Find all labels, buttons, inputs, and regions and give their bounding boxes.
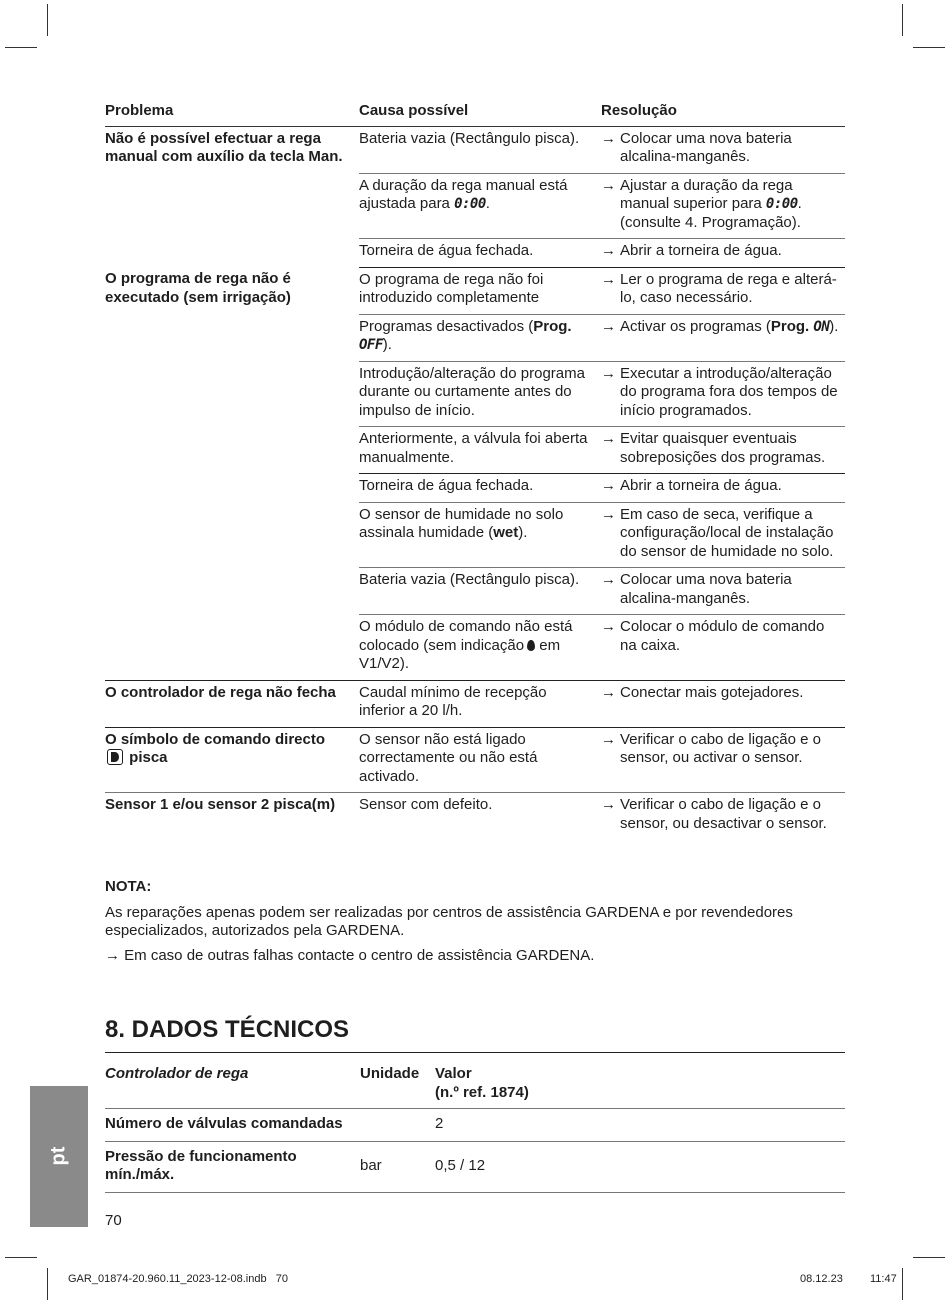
resolution-text: Em caso de seca, verifique a configuração/local de instalação do sensor de humidade no solo. [620,505,834,560]
spec-label: Número de válvulas comandadas [105,1109,360,1142]
arrow-icon: → [601,618,616,635]
page-number: 70 [105,1212,122,1229]
cause-text: . [485,195,490,212]
spec-value: 2 [435,1109,845,1142]
arrow-icon: → [601,505,616,523]
problem-text: O símbolo de comando directo [105,730,326,748]
section-heading: 8. DADOS TÉCNICOS [105,1016,350,1043]
arrow-icon: → [601,430,616,447]
spec-unit: bar [360,1141,435,1192]
arrow-icon: → [601,270,616,288]
resolution-text: Ler o programa de rega e alterá-lo, caso necessário. [620,270,837,306]
note-title: NOTA: [105,878,152,895]
troubleshooting-table [105,100,845,839]
resolution-cell [601,793,845,840]
header-unit: Unidade [360,1053,435,1109]
table-row [105,267,845,314]
note-arrow-text: Em caso de outras falhas contacte o centro de assistência GARDENA. [124,946,595,964]
arrow-icon: → [601,364,616,382]
resolution-text: Executar a introdução/alteração do programa fora dos tempos de início programados. [620,364,838,419]
note-text: As reparações apenas podem ser realizadas por centros de assistência GARDENA e por revendedores especializados, autorizados pela GARDENA. [105,903,793,939]
cause-cell: Bateria vazia (Rectângulo pisca). [359,126,601,173]
note-arrow-line [105,947,845,966]
cause-text: em V1/V2). [359,636,561,672]
header-value [435,1053,845,1109]
spec-label: Pressão de funcionamento mín./máx. [105,1141,360,1192]
table-header-row [105,1053,845,1109]
cause-cell: O programa de rega não foi introduzido completamente [359,267,601,314]
table-row [105,680,845,727]
resolution-cell [601,568,845,615]
arrow-icon: → [601,477,616,494]
cause-cell [359,502,601,568]
problem-cell: O programa de rega não é executado (sem irrigação) [105,267,359,680]
arrow-icon: → [601,683,616,701]
resolution-cell [601,267,845,314]
crop-mark [5,47,37,48]
resolution-cell [601,427,845,474]
problem-cell: O controlador de rega não fecha [105,680,359,727]
resolution-text-part: Activar os programas ( [620,317,771,335]
arrow-icon: → [601,242,616,259]
resolution-text: Verificar o cabo de ligação e o sensor, ou desactivar o sensor. [620,796,827,832]
resolution-text: Abrir a torneira de água. [620,242,782,259]
resolution-cell [601,126,845,173]
resolution-text: Colocar uma nova bateria alcalina-manganês. [620,129,792,165]
cause-text: A duração da rega manual está ajustada para [359,176,568,212]
resolution-text: Evitar quaisquer eventuais sobreposições dos programas. [620,430,826,466]
resolution-cell [601,239,845,268]
footer-file-info: GAR_01874-20.960.11_2023-12-08.indb 70 [68,1273,288,1285]
cause-bold-text: wet [493,524,519,541]
resolution-text: Colocar o módulo de comando na caixa. [620,618,825,654]
resolution-bold-text: Prog. [770,317,810,335]
resolution-text-part: . (consulte 4. Programação). [620,195,802,231]
header-value-line1: Valor [435,1065,472,1082]
cause-cell: Sensor com defeito. [359,796,493,813]
cause-cell: Torneira de água fechada. [359,474,601,503]
cause-text: Programas desactivados ( [359,317,534,335]
header-cause: Causa possível [359,100,601,126]
resolution-text: Verificar o cabo de ligação e o sensor, ou activar o sensor. [620,730,821,766]
lcd-display-value: OFF [359,337,383,353]
table-header-row [105,100,845,126]
resolution-text: Abrir a torneira de água. [620,477,782,494]
resolution-text: Conectar mais gotejadores. [620,683,804,701]
footer-date-time: 08.12.23 11:47 [800,1273,897,1285]
cause-bold-text: Prog. [533,317,572,335]
cause-cell: Torneira de água fechada. [359,239,601,268]
crop-mark [913,1257,945,1258]
header-value-line2: (n.º ref. 1874) [435,1083,529,1101]
problem-text: pisca [125,749,168,766]
cause-text: ). [382,336,392,353]
crop-mark [902,4,903,36]
language-tab-label: pt [47,1146,70,1166]
arrow-icon: → [601,129,616,147]
cause-text: O módulo de comando não está colocado (sem indicação [359,618,573,654]
lcd-display-value: ON [813,318,830,335]
crop-mark [5,1257,37,1258]
crop-mark [902,1268,903,1300]
header-resolution: Resolução [601,100,845,126]
table-row [105,126,845,173]
cause-cell: Bateria vazia (Rectângulo pisca). [359,568,601,615]
resolution-cell [601,502,845,568]
table-row [105,793,845,840]
crop-mark [47,4,48,36]
cause-text: O sensor de humidade no solo assinala humidade ( [359,505,564,541]
cause-cell [359,615,601,681]
problem-cell: Não é possível efectuar a rega manual com auxílio da tecla Man. [105,129,343,165]
resolution-cell [601,474,845,503]
cause-cell: Anteriormente, a válvula foi aberta manualmente. [359,427,601,474]
crop-mark [47,1268,48,1300]
problem-cell [105,727,359,793]
resolution-cell [601,615,845,681]
arrow-icon: → [601,176,616,194]
resolution-cell [601,314,845,361]
header-controller: Controlador de rega [105,1053,360,1109]
resolution-cell [601,727,845,793]
cause-cell: Caudal mínimo de recepção inferior a 20 l/h. [359,680,601,727]
arrow-icon: → [601,730,616,748]
resolution-cell [601,361,845,427]
resolution-text [620,177,845,233]
lcd-display-value: 0:00 [454,196,486,212]
table-row [105,1109,845,1142]
lcd-display-value: 0:00 [765,196,798,212]
table-row [105,1141,845,1192]
header-problem: Problema [105,100,359,126]
problem-cell: Sensor 1 e/ou sensor 2 pisca(m) [105,796,336,813]
spec-value: 0,5 / 12 [435,1141,845,1192]
resolution-text: Colocar uma nova bateria alcalina-manganês. [620,571,792,607]
water-drop-icon [527,640,535,651]
arrow-icon: → [601,796,616,813]
resolution-text-part: ). [829,317,839,335]
technical-data-table [105,1052,845,1193]
arrow-icon: → [601,317,616,335]
resolution-cell [601,680,845,727]
cause-cell: O sensor não está ligado correctamente ou não está activado. [359,727,601,793]
cause-text: ). [518,524,528,541]
direct-command-icon [107,749,123,765]
spec-unit [360,1109,435,1142]
note-section [105,878,845,965]
cause-cell [359,173,601,239]
resolution-text-part: Ajustar a duração da rega manual superior para [620,176,793,212]
cause-cell: Introdução/alteração do programa durante ou curtamente antes do impulso de início. [359,361,601,427]
crop-mark [913,47,945,48]
resolution-cell [601,173,845,239]
table-row [105,727,845,793]
resolution-text [620,318,838,337]
cause-cell [359,314,601,361]
language-tab [30,1086,88,1227]
arrow-icon: → [105,946,120,964]
arrow-icon: → [601,571,616,588]
